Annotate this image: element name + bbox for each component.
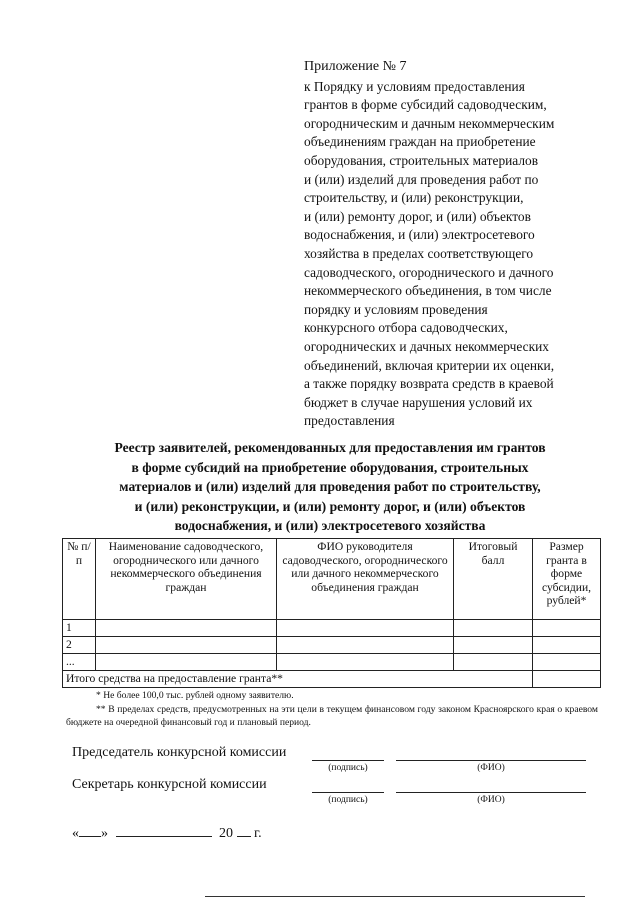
table-row [63, 654, 601, 671]
title-line: материалов и (или) изделий для проведения работ по строительству, [119, 479, 541, 495]
appendix-line: порядку и условиям проведения [304, 301, 488, 317]
header-grant-amount: Размер гранта в форме субсидии, рублей* [533, 539, 601, 620]
header-head-name: ФИО руководителя садоводческого, огороднического или дачного некоммерческого объединения граждан [277, 539, 454, 620]
date-year-blank[interactable] [237, 822, 251, 837]
footnotes [66, 690, 598, 729]
appendix-line: хозяйства в пределах соответствующего [304, 245, 534, 261]
header-association-name: Наименование садоводческого, огороднического или дачного некоммерческого объединения граждан [96, 539, 277, 620]
chairman-signature-line[interactable] [312, 760, 384, 761]
appendix-line: грантов в форме субсидий садоводческим, [304, 97, 547, 113]
total-label: Итого средства на предоставление гранта** [63, 671, 533, 688]
cell-head [277, 637, 454, 654]
appendix-line: к Порядку и условиям предоставления [304, 78, 525, 94]
title-line: Реестр заявителей, рекомендованных для предоставления им грантов [114, 440, 546, 455]
cell-association [96, 637, 277, 654]
appendix-line: огородническим и дачным некоммерческим [304, 115, 555, 131]
secretary-label: Секретарь конкурсной комиссии [72, 777, 267, 792]
appendix-line: садоводческого, огороднического и дачного [304, 264, 554, 280]
chairman-signature-caption: (подпись) [328, 763, 368, 773]
header-number: № п/п [63, 539, 96, 620]
cell-association [96, 654, 277, 671]
table-row [63, 637, 601, 654]
footnote-2: ** В пределах средств, предусмотренных на эти цели в текущем финансовом году законом Красноярского края о краевом бюджете на очередной финансовый год и плановый период. [66, 704, 598, 728]
chairman-name-line[interactable] [396, 760, 586, 761]
cell-head [277, 620, 454, 637]
date-year-suffix: г. [254, 826, 262, 841]
secretary-name-caption: (ФИО) [477, 795, 505, 805]
cell-amount [533, 620, 601, 637]
appendix-line: предоставления [304, 413, 395, 429]
document-title [60, 438, 600, 536]
cell-score [454, 637, 533, 654]
cell-head [277, 654, 454, 671]
appendix-line: конкурсного отбора садоводческих, [304, 320, 508, 336]
appendix-line: а также порядку возврата средств в краевой [304, 376, 554, 392]
title-line: в форме субсидий на приобретение оборудования, строительных [131, 459, 529, 475]
appendix-line: строительству, и (или) реконструкции, [304, 190, 524, 206]
page-bottom-rule [205, 896, 585, 897]
footnote-1: * Не более 100,0 тыс. рублей одному заявителю. [96, 690, 294, 701]
secretary-signature-line[interactable] [312, 792, 384, 793]
date-close-quote: » [101, 826, 108, 841]
date-day-blank[interactable] [79, 822, 101, 837]
date-month-blank[interactable] [116, 822, 212, 837]
date-field [72, 822, 262, 842]
cell-score [454, 620, 533, 637]
date-open-quote: « [72, 826, 79, 841]
appendix-line: водоснабжения, и (или) электросетевого [304, 227, 535, 243]
table-row [63, 620, 601, 637]
chairman-name-caption: (ФИО) [477, 763, 505, 773]
appendix-line: огороднических и дачных некоммерческих [304, 338, 549, 354]
header-final-score: Итоговый балл [454, 539, 533, 620]
cell-score [454, 654, 533, 671]
row-number: ... [63, 654, 96, 671]
secretary-name-line[interactable] [396, 792, 586, 793]
appendix-reference [304, 58, 604, 431]
row-number: 2 [63, 637, 96, 654]
title-line: и (или) реконструкции, и (или) ремонту дорог, и (или) объектов [134, 498, 526, 514]
row-number: 1 [63, 620, 96, 637]
appendix-number: Приложение № 7 [304, 59, 407, 74]
appendix-line: бюджет в случае нарушения условий их [304, 394, 533, 410]
registry-table [62, 538, 601, 688]
cell-amount [533, 637, 601, 654]
appendix-line: объединений, включая критерии их оценки, [304, 357, 555, 373]
cell-association [96, 620, 277, 637]
secretary-signature-caption: (подпись) [328, 795, 368, 805]
title-line: водоснабжения, и (или) электросетевого хозяйства [174, 518, 486, 534]
date-year-prefix: 20 [219, 826, 233, 841]
cell-amount [533, 654, 601, 671]
table-total-row [63, 671, 601, 688]
appendix-line: и (или) изделий для проведения работ по [304, 171, 539, 187]
appendix-line: некоммерческого объединения, в том числе [304, 283, 552, 299]
chairman-label: Председатель конкурсной комиссии [72, 745, 287, 760]
appendix-line: объединениям граждан на приобретение [304, 134, 536, 150]
table-header-row [63, 539, 601, 620]
appendix-line: и (или) ремонту дорог, и (или) объектов [304, 208, 531, 224]
total-amount [533, 671, 601, 688]
appendix-line: оборудования, строительных материалов [304, 152, 539, 168]
